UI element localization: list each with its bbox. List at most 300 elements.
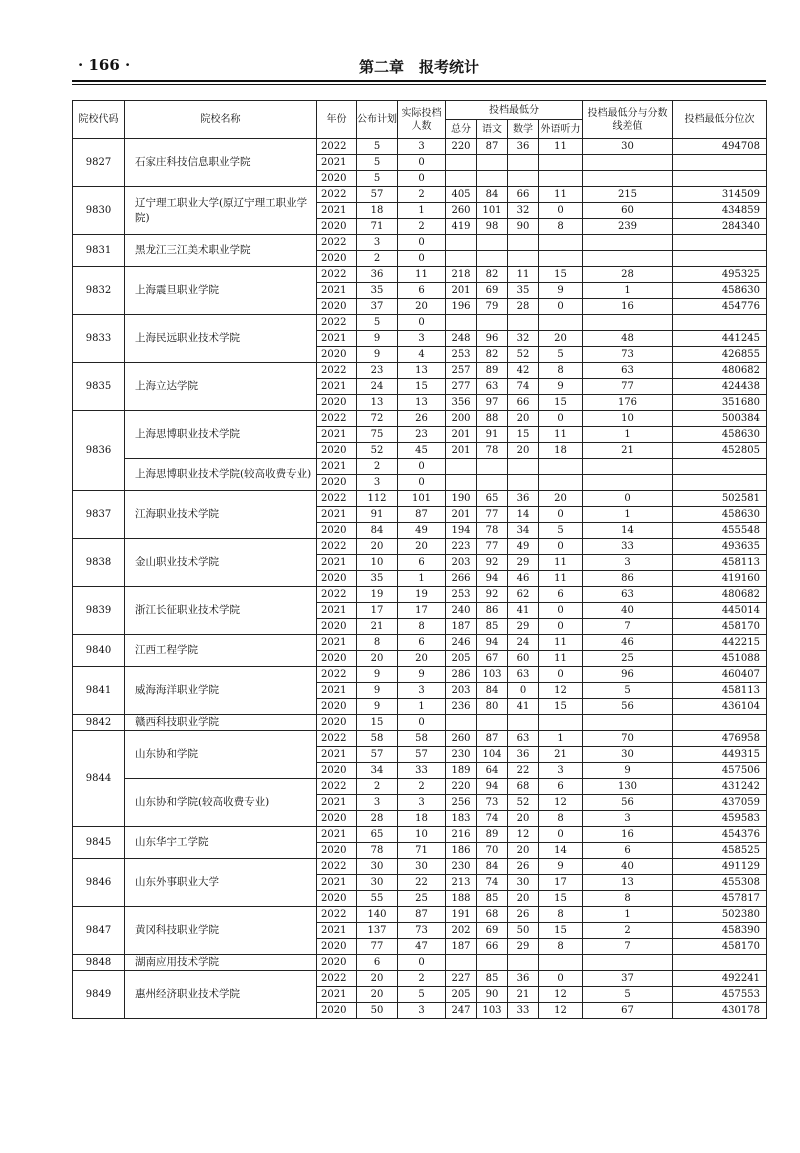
cell-math: 20 [508,811,539,827]
cell-chinese: 87 [477,139,508,155]
school-name: 浙江长征职业技术学院 [125,587,317,635]
cell-total: 230 [446,747,477,763]
cell-diff: 1 [583,427,673,443]
school-name: 上海立达学院 [125,363,317,411]
cell-math: 35 [508,283,539,299]
cell-math: 42 [508,363,539,379]
cell-chinese [477,715,508,731]
cell-math: 68 [508,779,539,795]
cell-diff: 239 [583,219,673,235]
cell-diff: 37 [583,971,673,987]
cell-math: 0 [508,683,539,699]
cell-math: 29 [508,555,539,571]
cell-diff: 1 [583,507,673,523]
cell-enrolled: 3 [398,795,446,811]
cell-diff: 40 [583,859,673,875]
cell-diff [583,155,673,171]
cell-chinese [477,315,508,331]
cell-year: 2020 [317,763,357,779]
col-chinese: 语文 [477,120,508,139]
header-rule-thin [72,84,766,85]
cell-foreign [539,475,583,491]
cell-enrolled: 87 [398,907,446,923]
table-row [73,635,767,651]
page-header [72,52,766,82]
school-name: 江海职业技术学院 [125,491,317,539]
cell-total: 260 [446,731,477,747]
cell-chinese: 85 [477,619,508,635]
cell-plan: 2 [357,251,398,267]
cell-foreign: 8 [539,811,583,827]
cell-year: 2021 [317,203,357,219]
col-code: 院校代码 [73,101,125,139]
cell-chinese: 94 [477,571,508,587]
cell-foreign: 0 [539,619,583,635]
table-row [73,907,767,923]
table-row [73,539,767,555]
cell-math: 33 [508,1003,539,1019]
cell-chinese: 74 [477,875,508,891]
cell-chinese: 84 [477,683,508,699]
cell-plan: 9 [357,347,398,363]
cell-diff: 8 [583,891,673,907]
cell-enrolled: 1 [398,203,446,219]
cell-enrolled: 2 [398,971,446,987]
cell-enrolled: 5 [398,987,446,1003]
cell-rank: 502380 [673,907,767,923]
cell-diff: 70 [583,731,673,747]
cell-rank: 457817 [673,891,767,907]
cell-rank: 430178 [673,1003,767,1019]
cell-year: 2022 [317,907,357,923]
cell-foreign: 8 [539,219,583,235]
cell-chinese [477,155,508,171]
cell-math: 63 [508,667,539,683]
cell-year: 2022 [317,779,357,795]
cell-enrolled: 3 [398,1003,446,1019]
cell-foreign: 0 [539,539,583,555]
cell-total: 227 [446,971,477,987]
cell-chinese: 88 [477,411,508,427]
page-number: · 166 · [78,56,131,74]
cell-enrolled: 4 [398,347,446,363]
cell-year: 2022 [317,235,357,251]
cell-plan: 140 [357,907,398,923]
cell-total: 248 [446,331,477,347]
col-min-score-group: 投档最低分 [446,101,583,120]
cell-total [446,475,477,491]
cell-plan: 3 [357,235,398,251]
cell-math: 41 [508,603,539,619]
cell-plan: 50 [357,1003,398,1019]
school-code: 9844 [73,731,125,827]
school-code: 9827 [73,139,125,187]
cell-rank: 494708 [673,139,767,155]
table-row [73,779,767,795]
cell-total [446,251,477,267]
cell-diff [583,251,673,267]
cell-math [508,475,539,491]
table-row [73,139,767,155]
cell-rank [673,235,767,251]
cell-plan: 3 [357,795,398,811]
cell-enrolled: 19 [398,587,446,603]
cell-total: 203 [446,555,477,571]
cell-year: 2022 [317,315,357,331]
cell-total: 216 [446,827,477,843]
cell-foreign [539,955,583,971]
cell-total: 266 [446,571,477,587]
cell-foreign: 15 [539,395,583,411]
cell-total: 356 [446,395,477,411]
cell-year: 2021 [317,507,357,523]
cell-math: 66 [508,187,539,203]
cell-plan: 23 [357,363,398,379]
cell-diff: 215 [583,187,673,203]
cell-plan: 13 [357,395,398,411]
cell-enrolled: 0 [398,459,446,475]
cell-enrolled: 101 [398,491,446,507]
cell-total: 201 [446,283,477,299]
cell-plan: 5 [357,139,398,155]
cell-year: 2021 [317,795,357,811]
cell-year: 2021 [317,987,357,1003]
cell-enrolled: 45 [398,443,446,459]
cell-foreign: 11 [539,651,583,667]
cell-math: 30 [508,875,539,891]
cell-diff: 5 [583,987,673,1003]
cell-math: 50 [508,923,539,939]
school-name: 湖南应用技术学院 [125,955,317,971]
cell-diff: 63 [583,363,673,379]
cell-chinese [477,955,508,971]
cell-foreign: 15 [539,699,583,715]
cell-math: 62 [508,587,539,603]
cell-rank: 500384 [673,411,767,427]
cell-foreign [539,315,583,331]
cell-math: 74 [508,379,539,395]
cell-math: 15 [508,427,539,443]
cell-math: 12 [508,827,539,843]
cell-diff: 0 [583,491,673,507]
cell-total: 240 [446,603,477,619]
cell-diff: 14 [583,523,673,539]
cell-foreign: 15 [539,267,583,283]
table-row [73,587,767,603]
cell-chinese: 63 [477,379,508,395]
cell-total: 183 [446,811,477,827]
cell-diff: 176 [583,395,673,411]
cell-rank: 458525 [673,843,767,859]
cell-chinese: 89 [477,363,508,379]
cell-math [508,955,539,971]
cell-enrolled: 6 [398,283,446,299]
cell-foreign: 21 [539,747,583,763]
cell-year: 2020 [317,219,357,235]
cell-diff: 25 [583,651,673,667]
cell-enrolled: 57 [398,747,446,763]
cell-chinese: 70 [477,843,508,859]
school-code: 9836 [73,411,125,491]
cell-diff: 56 [583,699,673,715]
cell-rank: 426855 [673,347,767,363]
col-rank: 投档最低分位次 [673,101,767,139]
cell-total: 223 [446,539,477,555]
cell-total [446,955,477,971]
cell-rank: 458170 [673,939,767,955]
cell-foreign [539,251,583,267]
cell-enrolled: 17 [398,603,446,619]
cell-total: 187 [446,939,477,955]
cell-rank: 451088 [673,651,767,667]
cell-year: 2021 [317,427,357,443]
cell-plan: 28 [357,811,398,827]
cell-rank: 492241 [673,971,767,987]
cell-year: 2022 [317,139,357,155]
cell-rank: 458113 [673,555,767,571]
cell-total: 201 [446,443,477,459]
cell-total: 186 [446,843,477,859]
cell-enrolled: 2 [398,187,446,203]
cell-rank: 459583 [673,811,767,827]
cell-plan: 17 [357,603,398,619]
cell-enrolled: 0 [398,235,446,251]
cell-total: 253 [446,587,477,603]
cell-year: 2020 [317,1003,357,1019]
cell-foreign: 17 [539,875,583,891]
cell-total [446,459,477,475]
cell-enrolled: 33 [398,763,446,779]
cell-chinese: 69 [477,283,508,299]
cell-diff: 9 [583,763,673,779]
cell-rank [673,155,767,171]
cell-diff: 5 [583,683,673,699]
chapter-title: 第二章 报考统计 [358,58,479,76]
cell-year: 2021 [317,635,357,651]
col-diff: 投档最低分与分数线差值 [583,101,673,139]
cell-diff: 7 [583,619,673,635]
cell-chinese: 85 [477,891,508,907]
cell-plan: 35 [357,571,398,587]
cell-total: 247 [446,1003,477,1019]
cell-enrolled: 22 [398,875,446,891]
cell-plan: 78 [357,843,398,859]
cell-chinese: 77 [477,507,508,523]
cell-plan: 57 [357,187,398,203]
cell-chinese: 82 [477,267,508,283]
table-row [73,955,767,971]
cell-plan: 137 [357,923,398,939]
cell-plan: 112 [357,491,398,507]
cell-total [446,171,477,187]
cell-year: 2022 [317,267,357,283]
cell-foreign: 6 [539,587,583,603]
cell-year: 2020 [317,251,357,267]
cell-total [446,715,477,731]
cell-enrolled: 13 [398,363,446,379]
cell-rank: 424438 [673,379,767,395]
cell-foreign: 11 [539,187,583,203]
school-code: 9846 [73,859,125,907]
cell-total: 253 [446,347,477,363]
cell-plan: 9 [357,331,398,347]
col-plan: 公布计划 [357,101,398,139]
school-code: 9839 [73,587,125,635]
cell-diff: 21 [583,443,673,459]
cell-foreign: 9 [539,283,583,299]
cell-math: 14 [508,507,539,523]
cell-year: 2020 [317,299,357,315]
cell-foreign: 12 [539,1003,583,1019]
table-row [73,315,767,331]
cell-math: 21 [508,987,539,1003]
cell-math: 29 [508,619,539,635]
cell-total: 189 [446,763,477,779]
cell-foreign: 0 [539,667,583,683]
cell-plan: 15 [357,715,398,731]
cell-plan: 9 [357,699,398,715]
cell-total: 196 [446,299,477,315]
cell-enrolled: 3 [398,139,446,155]
school-name: 金山职业技术学院 [125,539,317,587]
cell-math: 11 [508,267,539,283]
cell-year: 2022 [317,363,357,379]
cell-chinese: 79 [477,299,508,315]
school-name: 山东协和学院 [125,731,317,779]
cell-total: 236 [446,699,477,715]
cell-foreign [539,171,583,187]
cell-plan: 8 [357,635,398,651]
cell-plan: 6 [357,955,398,971]
cell-plan: 52 [357,443,398,459]
cell-rank: 457553 [673,987,767,1003]
cell-foreign: 3 [539,763,583,779]
cell-enrolled: 2 [398,219,446,235]
cell-foreign: 0 [539,203,583,219]
cell-diff: 60 [583,203,673,219]
cell-plan: 24 [357,379,398,395]
cell-year: 2022 [317,731,357,747]
table-row [73,459,767,475]
cell-chinese: 92 [477,555,508,571]
cell-plan: 55 [357,891,398,907]
table-row [73,667,767,683]
cell-rank: 458113 [673,683,767,699]
cell-rank: 437059 [673,795,767,811]
cell-total: 218 [446,267,477,283]
cell-chinese: 73 [477,795,508,811]
cell-chinese: 84 [477,187,508,203]
cell-diff: 28 [583,267,673,283]
cell-enrolled: 0 [398,171,446,187]
cell-enrolled: 2 [398,779,446,795]
cell-enrolled: 87 [398,507,446,523]
cell-foreign: 11 [539,555,583,571]
cell-enrolled: 20 [398,299,446,315]
cell-plan: 3 [357,475,398,491]
table-body [73,139,767,1019]
cell-chinese: 78 [477,443,508,459]
cell-total [446,235,477,251]
cell-diff: 2 [583,923,673,939]
cell-total [446,155,477,171]
cell-year: 2022 [317,971,357,987]
cell-year: 2021 [317,827,357,843]
cell-plan: 91 [357,507,398,523]
cell-math: 41 [508,699,539,715]
cell-year: 2021 [317,459,357,475]
cell-chinese: 74 [477,811,508,827]
cell-year: 2020 [317,571,357,587]
cell-year: 2020 [317,651,357,667]
cell-plan: 65 [357,827,398,843]
cell-chinese: 65 [477,491,508,507]
cell-year: 2020 [317,443,357,459]
cell-enrolled: 15 [398,379,446,395]
cell-foreign: 15 [539,891,583,907]
cell-diff: 96 [583,667,673,683]
cell-foreign: 1 [539,731,583,747]
cell-total: 246 [446,635,477,651]
cell-foreign: 9 [539,379,583,395]
cell-plan: 36 [357,267,398,283]
cell-chinese: 82 [477,347,508,363]
cell-foreign: 12 [539,683,583,699]
school-code: 9847 [73,907,125,955]
cell-diff: 3 [583,811,673,827]
cell-diff: 16 [583,299,673,315]
cell-diff [583,171,673,187]
cell-math: 34 [508,523,539,539]
cell-chinese: 64 [477,763,508,779]
school-name: 上海震旦职业学院 [125,267,317,315]
cell-enrolled: 49 [398,523,446,539]
school-name: 黑龙江三江美术职业学院 [125,235,317,267]
cell-chinese: 94 [477,779,508,795]
cell-diff: 1 [583,283,673,299]
school-name: 上海思博职业技术学院(较高收费专业) [125,459,317,491]
cell-year: 2020 [317,347,357,363]
cell-enrolled: 6 [398,555,446,571]
cell-foreign: 6 [539,779,583,795]
table-row [73,235,767,251]
cell-math: 26 [508,907,539,923]
cell-diff [583,235,673,251]
cell-enrolled: 18 [398,811,446,827]
cell-plan: 20 [357,539,398,555]
cell-foreign: 8 [539,907,583,923]
cell-math: 20 [508,411,539,427]
cell-total: 286 [446,667,477,683]
cell-plan: 57 [357,747,398,763]
cell-total: 200 [446,411,477,427]
table-row [73,411,767,427]
school-name: 江西工程学院 [125,635,317,667]
cell-total: 220 [446,139,477,155]
cell-foreign [539,155,583,171]
cell-rank: 480682 [673,587,767,603]
cell-diff: 3 [583,555,673,571]
table-row [73,491,767,507]
school-code: 9840 [73,635,125,667]
col-enrolled: 实际投档人数 [398,101,446,139]
cell-year: 2021 [317,923,357,939]
cell-rank: 502581 [673,491,767,507]
table-row [73,827,767,843]
cell-math: 60 [508,651,539,667]
school-name: 山东外事职业大学 [125,859,317,907]
cell-foreign [539,459,583,475]
